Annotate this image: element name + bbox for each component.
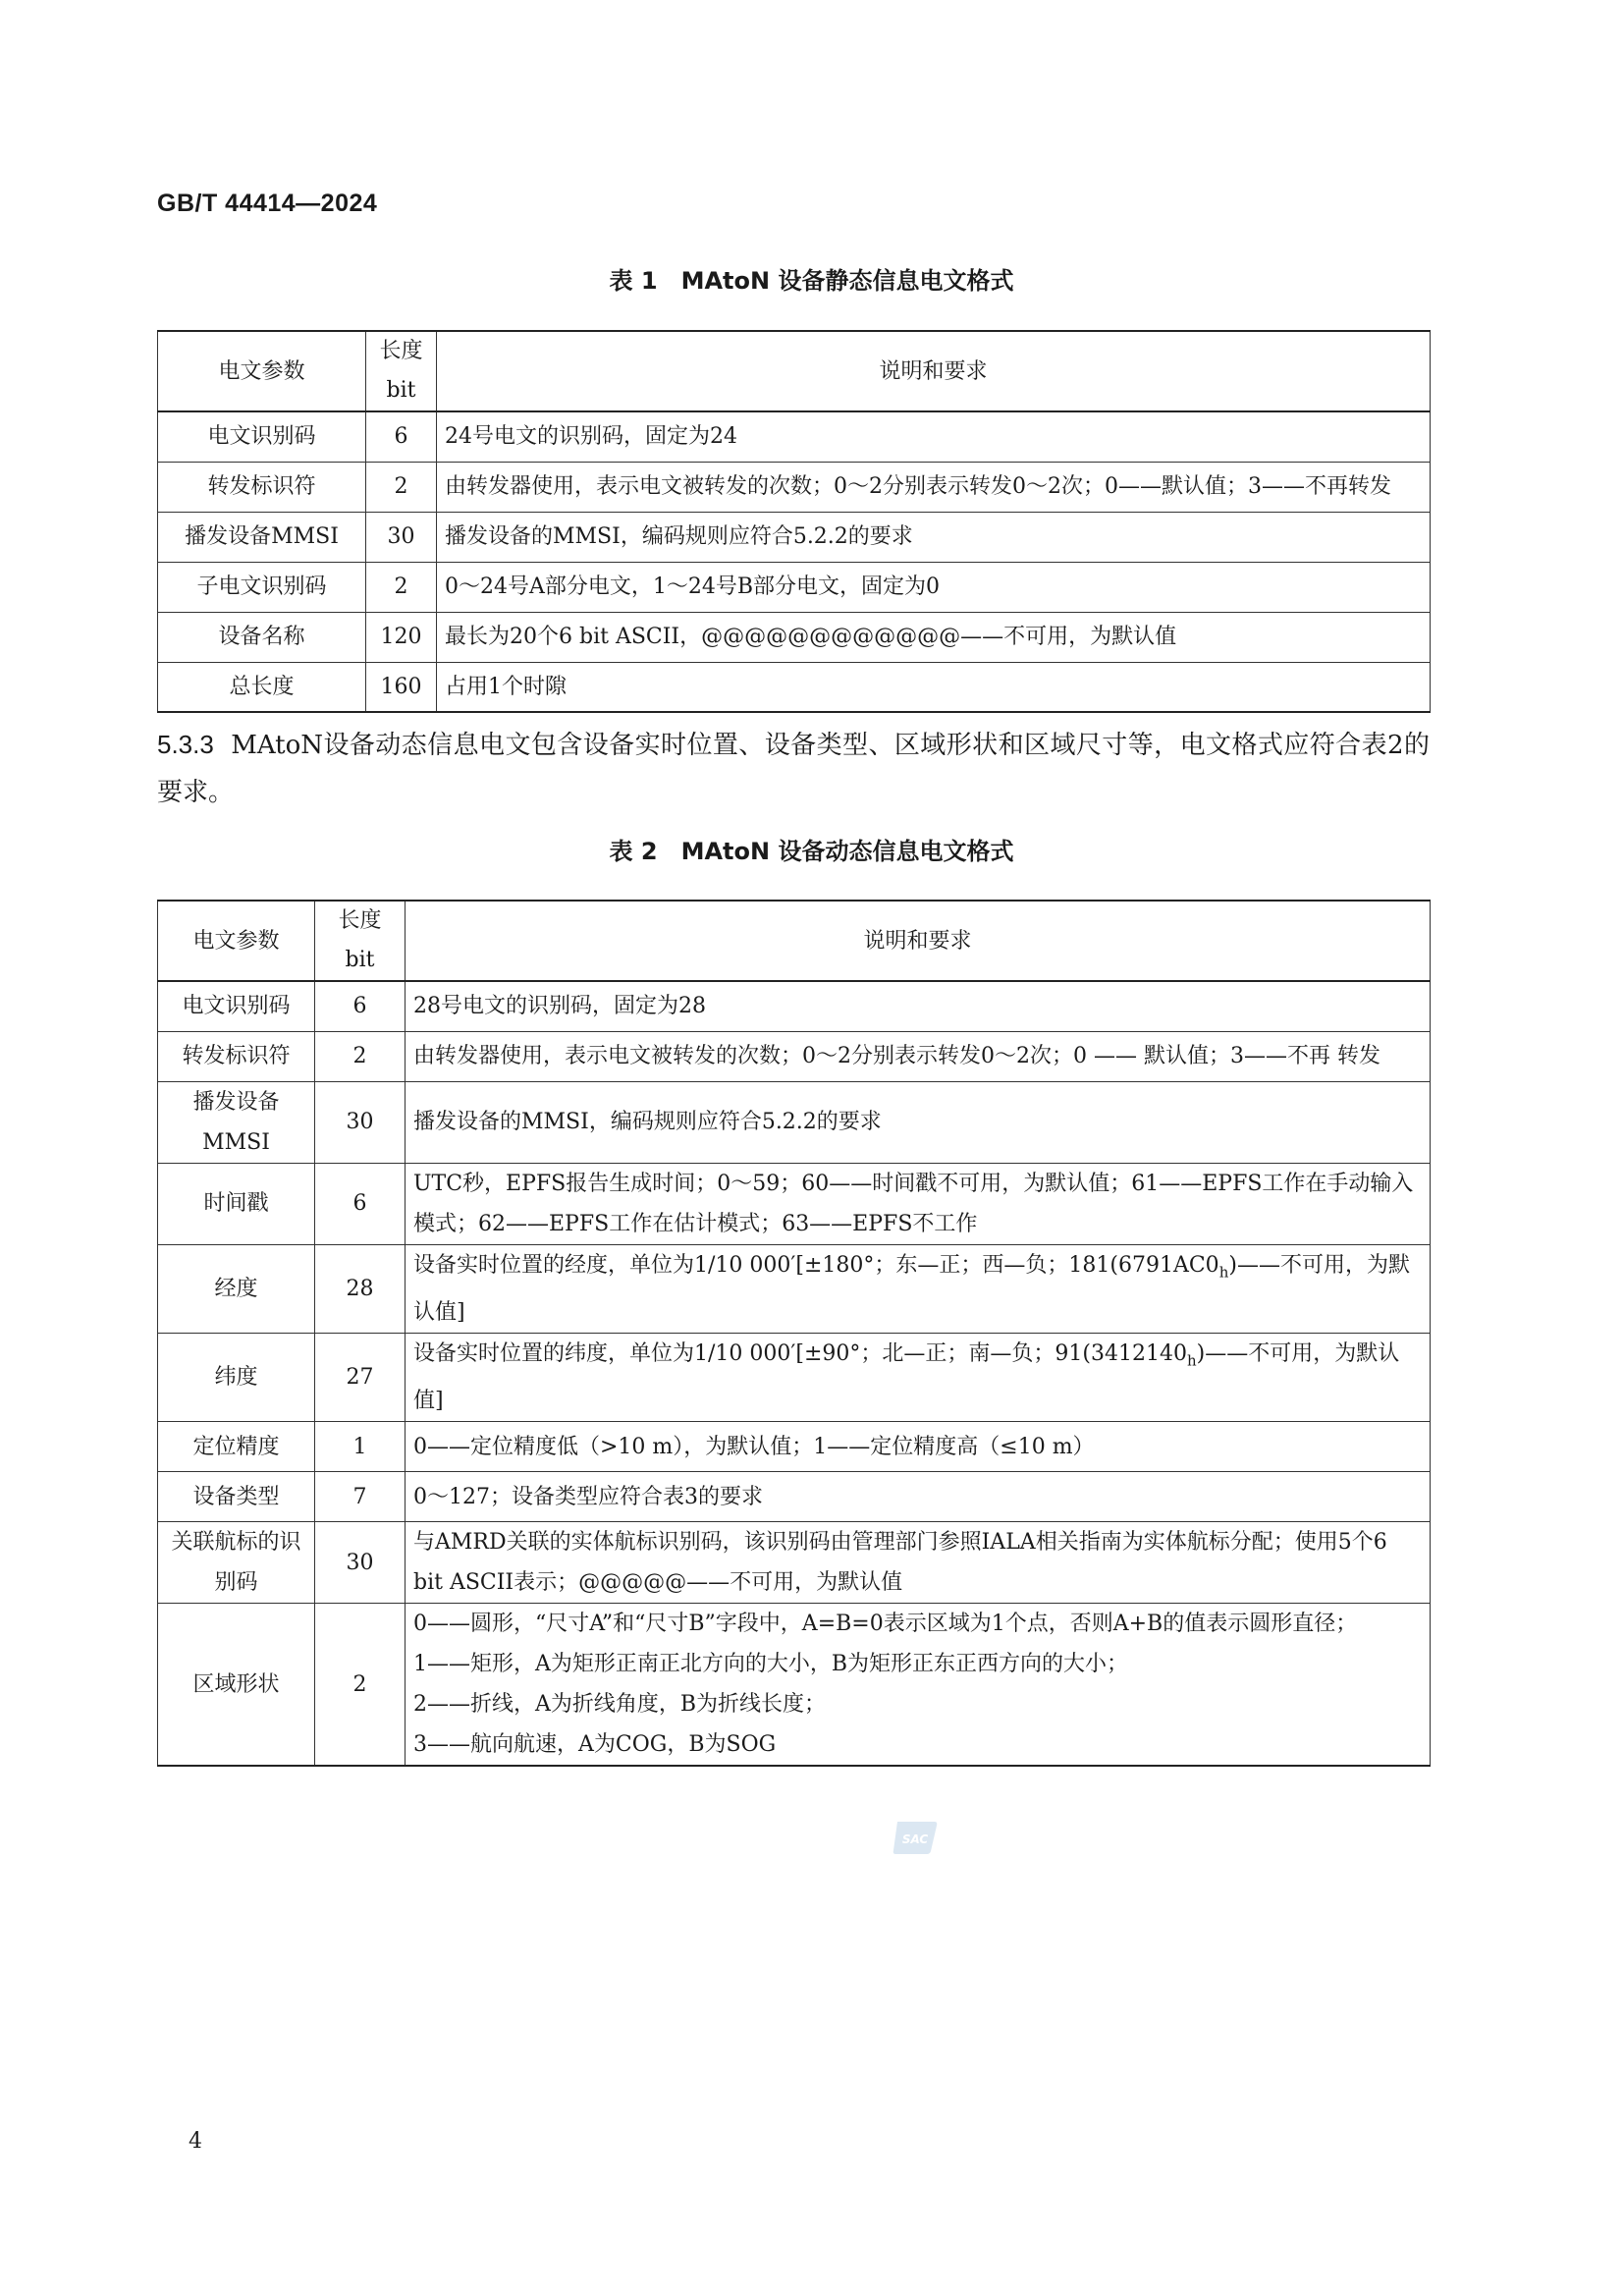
table-row <box>158 1472 1431 1522</box>
table1-cell-desc: 由转发器使用，表示电文被转发的次数；0～2分别表示转发0～2次；0——默认值；3——不再转发 <box>437 462 1431 512</box>
table1-cell-desc: 最长为20个6 bit ASCII，@@@@@@@@@@@@——不可用，为默认值 <box>437 612 1431 662</box>
table2-cell-length: 30 <box>315 1522 406 1604</box>
table2-cell-param: 纬度 <box>158 1333 315 1421</box>
page-number: 4 <box>189 2129 202 2154</box>
table1-header-param: 电文参数 <box>158 331 366 411</box>
table2-cell-length: 1 <box>315 1422 406 1472</box>
table2-cell-desc: 设备实时位置的纬度，单位为1/10 000′[±90°；北—正；南—负；$91(3412140_h)——$不可用，为默认值] <box>406 1333 1431 1421</box>
section-5-3-3-paragraph <box>157 721 1430 816</box>
table2-cell-desc: 0——定位精度低（>10 m），为默认值；1——定位精度高（≤10 m） <box>406 1422 1431 1472</box>
table-row <box>158 1422 1431 1472</box>
table-row <box>158 981 1431 1031</box>
table-row <box>158 1081 1431 1163</box>
table2-header-row <box>158 901 1431 981</box>
table-row <box>158 1333 1431 1421</box>
section-number: 5.3.3 <box>157 730 214 759</box>
table1-title: 表 1 MAtoN 设备静态信息电文格式 <box>609 267 1014 295</box>
table-row <box>158 1031 1431 1081</box>
table2-cell-desc: 由转发器使用，表示电文被转发的次数；0～2分别表示转发0～2次；0 —— 默认值；3——不再 转发 <box>406 1031 1431 1081</box>
table2-cell-length: 2 <box>315 1604 406 1767</box>
paragraph-text: MAtoN设备动态信息电文包含设备实时位置、设备类型、区域形状和区域尺寸等，电文格式应符合表2的要求。 <box>157 731 1430 807</box>
table1-cell-length: 2 <box>366 562 437 612</box>
table-row <box>158 462 1431 512</box>
table2-title: 表 2 MAtoN 设备动态信息电文格式 <box>609 838 1014 865</box>
table1-cell-length: 30 <box>366 512 437 562</box>
table1-cell-length: 6 <box>366 411 437 462</box>
table2-cell-length: 30 <box>315 1081 406 1163</box>
table2-cell-desc: 0——圆形，“尺寸A”和“尺寸B”字段中，A=B=0表示区域为1个点，否则A+B的值表示圆形直径； 1——矩形，A为矩形正南正北方向的大小，B为矩形正东正西方向的大小； 2——折线，A为折线角度，B为折线长度； 3——航向航速，A为COG，B为SOG <box>406 1604 1431 1767</box>
table-row <box>158 562 1431 612</box>
table1-cell-param: 转发标识符 <box>158 462 366 512</box>
table2-cell-param: 关联航标的识 别码 <box>158 1522 315 1604</box>
table1-cell-param: 播发设备MMSI <box>158 512 366 562</box>
table2-cell-param: 经度 <box>158 1244 315 1333</box>
table1 <box>157 330 1431 713</box>
table2-cell-desc: 28号电文的识别码，固定为28 <box>406 981 1431 1031</box>
table1-header-desc: 说明和要求 <box>437 331 1431 411</box>
table2-cell-length: 6 <box>315 1163 406 1244</box>
table-row <box>158 411 1431 462</box>
table1-cell-param: 总长度 <box>158 662 366 712</box>
table-row <box>158 1244 1431 1333</box>
sac-watermark-icon <box>892 1818 941 1857</box>
table1-cell-param: 电文识别码 <box>158 411 366 462</box>
table1-header-length: 长度 bit <box>366 331 437 411</box>
table2-cell-param: 定位精度 <box>158 1422 315 1472</box>
table1-cell-length: 160 <box>366 662 437 712</box>
table2-cell-desc: 0～127；设备类型应符合表3的要求 <box>406 1472 1431 1522</box>
table-row <box>158 1163 1431 1244</box>
table2-header-desc: 说明和要求 <box>406 901 1431 981</box>
table1-cell-length: 2 <box>366 462 437 512</box>
table2-cell-length: 7 <box>315 1472 406 1522</box>
table2-cell-param: 电文识别码 <box>158 981 315 1031</box>
table-row <box>158 612 1431 662</box>
table2-cell-length: 6 <box>315 981 406 1031</box>
table1-cell-desc: 占用1个时隙 <box>437 662 1431 712</box>
svg-text:SAC: SAC <box>901 1832 929 1846</box>
table2-cell-param: 区域形状 <box>158 1604 315 1767</box>
table1-cell-param: 子电文识别码 <box>158 562 366 612</box>
table2-cell-param: 转发标识符 <box>158 1031 315 1081</box>
table2-header-param: 电文参数 <box>158 901 315 981</box>
table2-cell-length: 27 <box>315 1333 406 1421</box>
table2-cell-desc: UTC秒，EPFS报告生成时间；0～59；60——时间戳不可用，为默认值；61——EPFS工作在手动输入模式；62——EPFS工作在估计模式；63——EPFS不工作 <box>406 1163 1431 1244</box>
table1-cell-length: 120 <box>366 612 437 662</box>
table1-cell-param: 设备名称 <box>158 612 366 662</box>
table2-cell-desc: 播发设备的MMSI，编码规则应符合5.2.2的要求 <box>406 1081 1431 1163</box>
table2-cell-length: 28 <box>315 1244 406 1333</box>
standard-code-header: GB/T 44414—2024 <box>157 190 378 217</box>
table-row <box>158 1604 1431 1767</box>
table2 <box>157 900 1431 1767</box>
table2-cell-length: 2 <box>315 1031 406 1081</box>
table1-cell-desc: 24号电文的识别码，固定为24 <box>437 411 1431 462</box>
table2-header-length: 长度 bit <box>315 901 406 981</box>
table1-cell-desc: 播发设备的MMSI，编码规则应符合5.2.2的要求 <box>437 512 1431 562</box>
table-row <box>158 662 1431 712</box>
table2-cell-param: 播发设备 MMSI <box>158 1081 315 1163</box>
table1-header-row <box>158 331 1431 411</box>
table2-cell-desc: 设备实时位置的经度，单位为1/10 000′[±180°；东—正；西—负；$181(6791AC0_h)——$不可用，为默认值] <box>406 1244 1431 1333</box>
table1-cell-desc: 0～24号A部分电文，1～24号B部分电文，固定为0 <box>437 562 1431 612</box>
table2-cell-param: 时间戳 <box>158 1163 315 1244</box>
table2-cell-param: 设备类型 <box>158 1472 315 1522</box>
table-row <box>158 512 1431 562</box>
table-row <box>158 1522 1431 1604</box>
table2-cell-desc: 与AMRD关联的实体航标识别码，该识别码由管理部门参照IALA相关指南为实体航标分配；使用5个6 bit ASCII表示；@@@@@——不可用，为默认值 <box>406 1522 1431 1604</box>
